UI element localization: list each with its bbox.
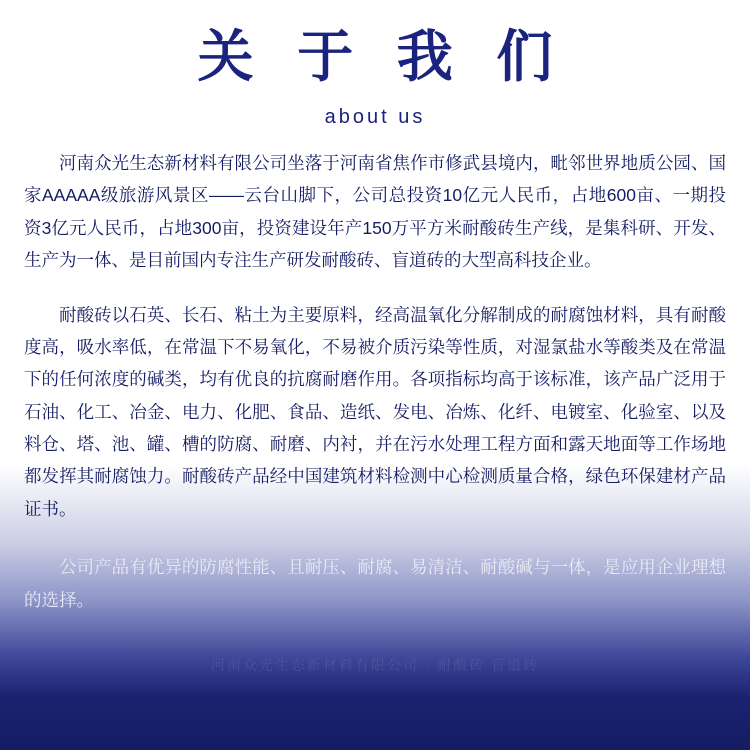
product-advantages-paragraph: 公司产品有优异的防腐性能、且耐压、耐腐、易清洁、耐酸碱与一体，是应用企业理想的选择。 [24, 557, 726, 610]
page-subtitle: about us [324, 106, 426, 128]
company-intro-paragraph: 河南众光生态新材料有限公司坐落于河南省焦作市修武县境内，毗邻世界地质公园、国家AAAAA级旅游风景区——云台山脚下，公司总投资10亿元人民币，占地600亩、一期投资3亿元人民币，占地300亩，投资建设年产150万平方米耐酸砖生产线，是集科研、开发、生产为一体、是目前国内专注生产研发耐酸砖、盲道砖的大型高科技企业。 [24, 153, 726, 271]
watermark-text: 河南众光生态新材料有限公司 · 耐酸砖 盲道砖 [210, 657, 540, 673]
product-description-paragraph: 耐酸砖以石英、长石、粘土为主要原料，经高温氧化分解制成的耐腐蚀材料，具有耐酸度高，吸水率低，在常温下不易氧化，不易被介质污染等性质，对湿氯盐水等酸类及在常温下的任何浓度的碱类，均有优良的抗腐耐磨作用。各项指标均高于该标准，该产品广泛用于石油、化工、冶金、电力、化肥、食品、造纸、发电、冶炼、化纤、电镀室、化验室、以及料仓、塔、池、罐、槽的防腐、耐磨、内衬，并在污水处理工程方面和露天地面等工作场地都发挥其耐腐蚀力。耐酸砖产品经中国建筑材料检测中心检测质量合格，绿色环保建材产品证书。 [24, 304, 726, 519]
page-title: 关 于 我 们 [197, 25, 567, 88]
